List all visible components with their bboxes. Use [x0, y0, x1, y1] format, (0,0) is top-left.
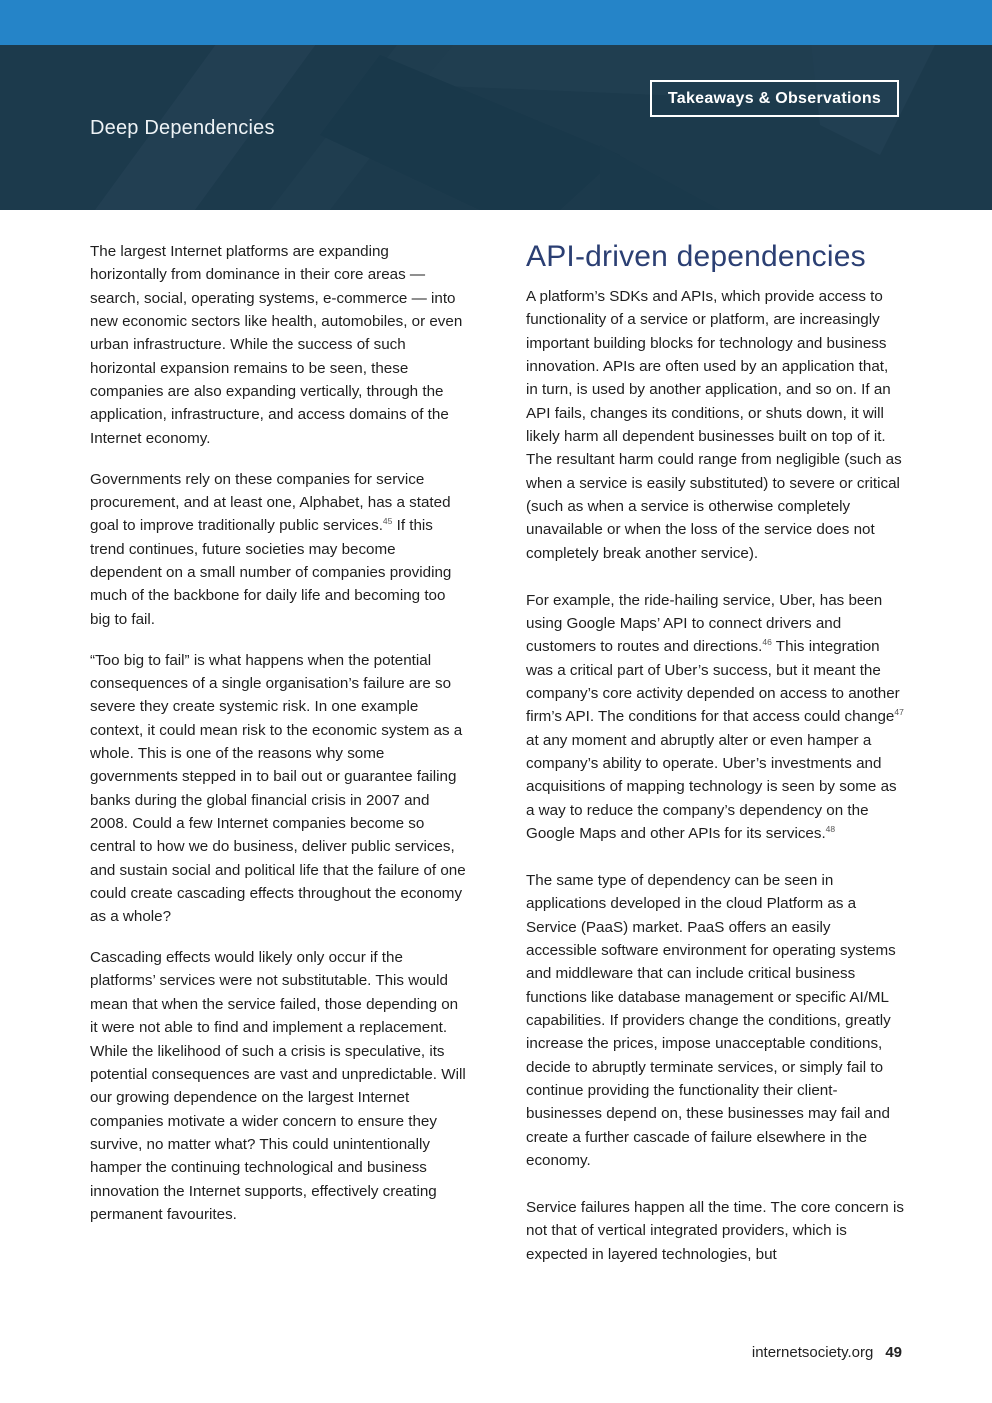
left-column	[90, 240, 468, 1244]
body-paragraph: Service failures happen all the time. The core concern is not that of vertical integrated providers, which is expected in layered technologies, but	[526, 1198, 904, 1263]
section-badge: Takeaways & Observations	[650, 80, 899, 117]
section-title: Deep Dependencies	[90, 117, 275, 139]
footnote-ref: 46	[762, 637, 772, 648]
top-accent-bar	[0, 0, 992, 45]
footer-site: internetsociety.org	[751, 1344, 874, 1361]
footnote-ref: 48	[825, 824, 836, 835]
right-column	[526, 285, 904, 1289]
body-paragraph: The same type of dependency can be seen in applications developed in the cloud Platform as a Service (PaaS) market. PaaS offers an easily accessible software environment for operating systems and middleware that can include critical business functions like database management or specific AI/ML capabilities. If providers change the conditions, greatly increase the prices, impose unacceptable conditions, decide to abruptly terminate services, or simply fail to continue providing the functionality their client-businesses depend on, these businesses may fail and create a further cascade of failure elsewhere in the economy.	[526, 871, 896, 1170]
page-footer	[752, 1344, 902, 1361]
body-paragraph: The largest Internet platforms are expanding horizontally from dominance in their core areas — search, social, operating systems, e-commerce — into new economic sectors like health, automobiles, or even urban infrastructure. While the success of such horizontal expansion remains to be seen, these companies are also expanding vertically, through the application, infrastructure, and access domains of the Internet economy.	[90, 243, 463, 447]
section-heading: API-driven dependencies	[526, 240, 866, 273]
body-paragraph: Governments rely on these companies for service procurement, and at least one, Alphabet, has a stated goal to improve traditionally public services.$^{45}$ If this trend continues, future societies may become dependent on a small number of companies providing much of the backbone for daily life and becoming too big to fail.	[90, 470, 452, 628]
body-paragraph: “Too big to fail” is what happens when the potential consequences of a single organisation’s failure are so severe they create systemic risk. In one example context, it could mean risk to the economic system as a whole. This is one of the reasons why some governments stepped in to bail out or guarantee failing banks during the global financial crisis in 2007 and 2008. Could a few Internet companies become so central to how we do business, deliver public services, and sustain social and political life that the failure of one could create cascading effects throughout the economy as a whole?	[90, 651, 466, 926]
footnote-ref: 45	[382, 516, 393, 527]
page-number: 49	[885, 1344, 902, 1361]
body-paragraph: For example, the ride-hailing service, Uber, has been using Google Maps’ API to connect drivers and customers to routes and directions.$^{46}$ This integration was a critical part of Uber’s success, but it meant the company’s core activity depended on access to another firm’s API. The conditions for that access could change$^{47}$ at any moment and abruptly alter or even hamper a company’s ability to operate. Uber’s investments and acquisitions of mapping technology is seen by some as a way to reduce the company’s dependency on the Google Maps and other APIs for its services.$^{48}$	[526, 591, 904, 843]
body-paragraph: Cascading effects would likely only occur if the platforms’ services were not substitutable. This would mean that when the service failed, those depending on it were not able to find and implement a replacement. While the likelihood of such a crisis is speculative, its potential consequences are vast and unpredictable. Will our growing dependence on the largest Internet companies motivate a wider concern to ensure they survive, no matter what? This could unintentionally hamper the continuing technological and business innovation the Internet supports, effectively creating permanent favourites.	[90, 949, 466, 1223]
body-paragraph: A platform’s SDKs and APIs, which provide access to functionality of a service or platform, are increasingly important building blocks for technology and business innovation. APIs are often used by an application that, in turn, is used by another application, and so on. If an API fails, changes its conditions, or shuts down, it will likely harm all dependent businesses built on top of it. The resultant harm could range from negligible (such as when a service is easily substituted) to severe or critical (such as when a service is otherwise completely unavailable or when the loss of the service does not completely break another service).	[526, 288, 902, 562]
footnote-ref: 47	[894, 707, 904, 718]
